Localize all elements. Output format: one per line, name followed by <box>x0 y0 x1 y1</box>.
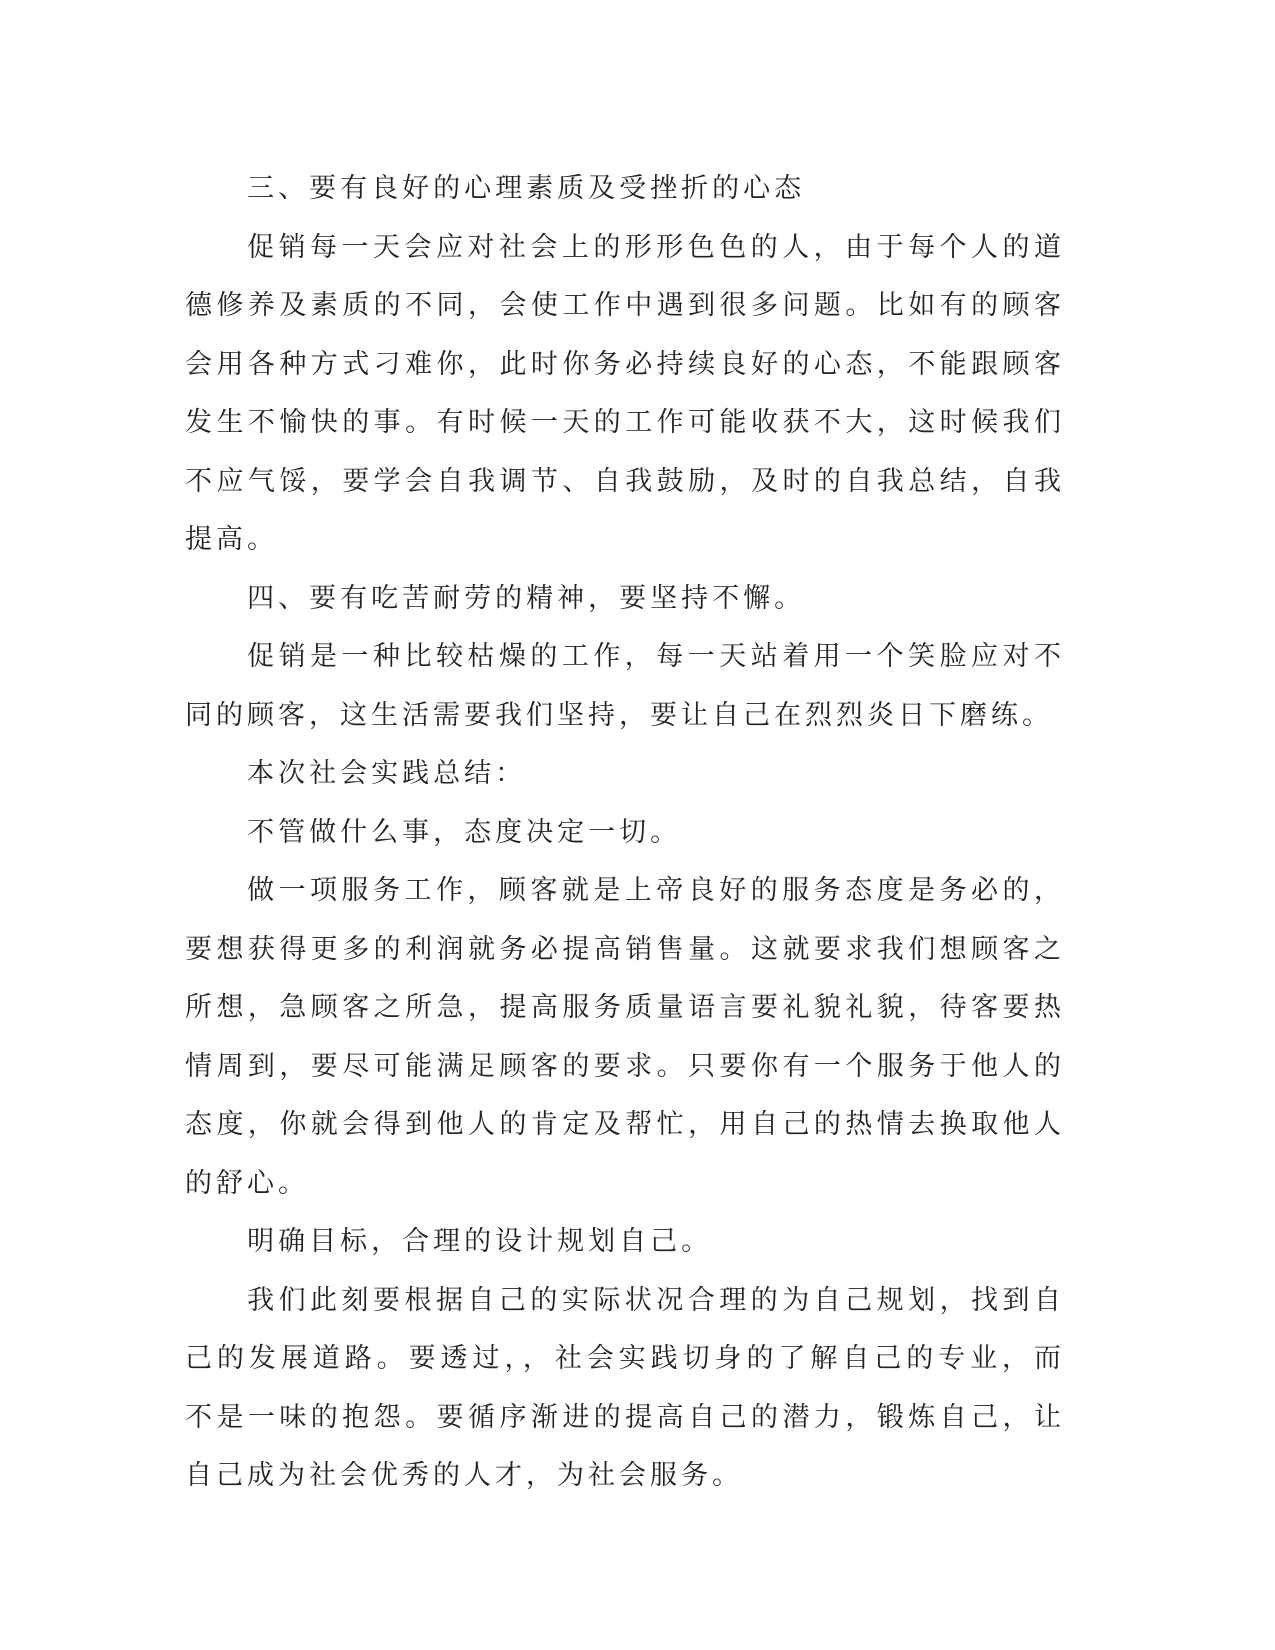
body-paragraph: 不管做什么事，态度决定一切。 <box>247 816 682 848</box>
document-body <box>185 160 1065 1506</box>
body-paragraph: 做一项服务工作，顾客就是上帝良好的服务态度是务必的，要想获得更多的利润就务必提高销售量。这就要求我们想顾客之所想，急顾客之所急，提高服务质量语言要礼貌礼貌，待客要热情周到，要尽可能满足顾客的要求。只要你有一个服务于他人的态度，你就会得到他人的肯定及帮忙，用自己的热情去换取他人的舒心。 <box>185 875 1065 1199</box>
section-heading-4: 四、要有吃苦耐劳的精神，要坚持不懈。 <box>247 582 806 614</box>
summary-heading: 本次社会实践总结： <box>247 758 527 789</box>
body-paragraph: 我们此刻要根据自己的实际状况合理的为自己规划，找到自己的发展道路。要透过，，社会实践切身的了解自己的专业，而不是一味的抱怨。要循序渐进的提高自己的潜力，锻炼自己，让自己成为社会优秀的人才，为社会服务。 <box>185 1284 1065 1491</box>
body-paragraph: 促销每一天会应对社会上的形形色色的人，由于每个人的道德修养及素质的不同，会使工作中遇到很多问题。比如有的顾客会用各种方式刁难你，此时你务必持续良好的心态，不能跟顾客发生不愉快的事。有时候一天的工作可能收获不大，这时候我们不应气馁，要学会自我调节、自我鼓励，及时的自我总结，自我提高。 <box>185 231 1065 555</box>
body-paragraph: 明确目标，合理的设计规划自己。 <box>247 1226 713 1257</box>
section-heading-3: 三、要有良好的心理素质及受挫折的心态 <box>247 173 806 204</box>
body-paragraph: 促销是一种比较枯燥的工作，每一天站着用一个笑脸应对不同的顾客，这生活需要我们坚持，要让自己在烈烈炎日下磨练。 <box>185 641 1065 731</box>
